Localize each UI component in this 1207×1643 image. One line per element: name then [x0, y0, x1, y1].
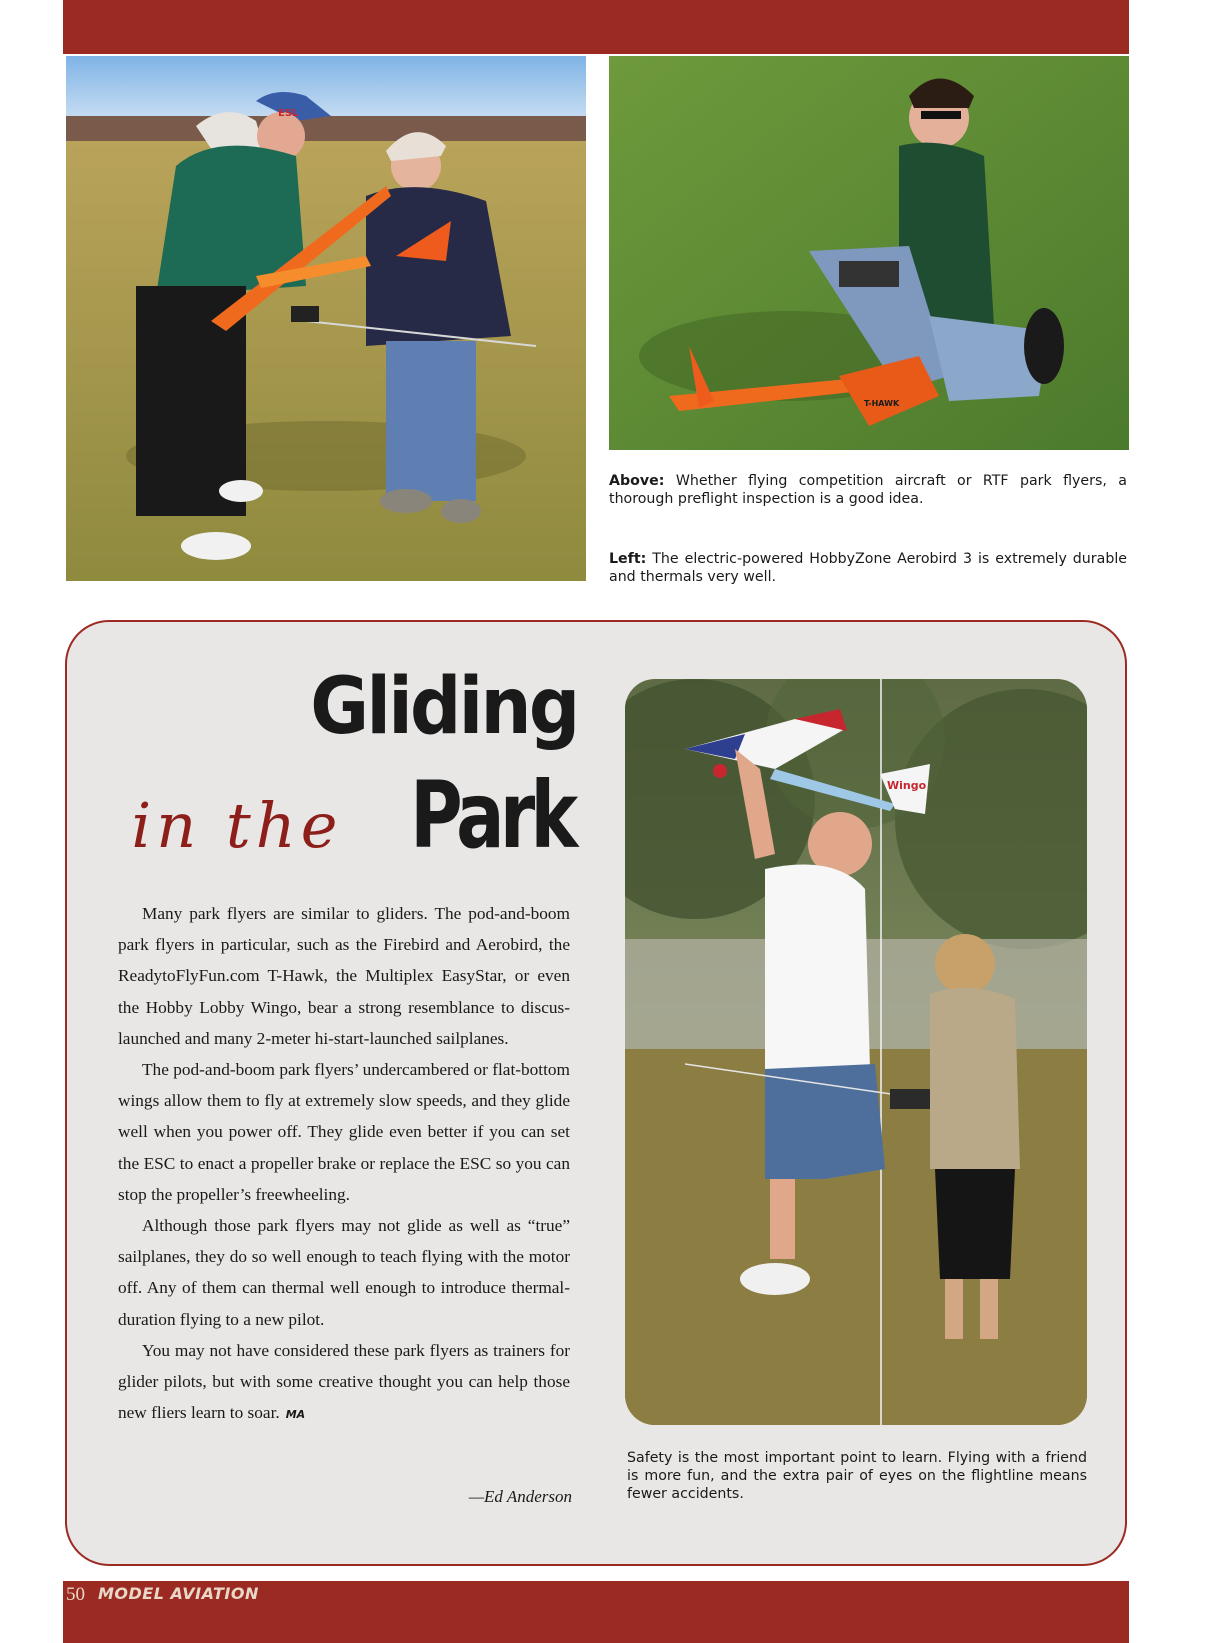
- article-paragraph-text: You may not have considered these park flyers as trainers for glider pilots, but with some creative thought you can help those new fliers learn to soar.: [118, 1340, 570, 1423]
- headline-in-the: in the: [131, 789, 343, 862]
- headline-park: Park: [410, 762, 574, 869]
- headline-gliding: Gliding: [309, 662, 577, 752]
- photo-glider-launch: [625, 679, 1087, 1425]
- plane-tail-text: T-HAWK: [864, 399, 900, 408]
- page-number: 50: [66, 1584, 85, 1605]
- article-paragraph: Many park flyers are similar to gliders. The pod-and-boom park flyers in particular, such as the Firebird and Aerobird, the ReadytoFlyFun.com T-Hawk, the Multiplex EasyStar, or even the Hobby Lobby Wingo, bear a strong resemblance to discus-launched and many 2-meter hi-start-launched sailplanes.: [118, 904, 570, 1048]
- headline-subline: [131, 762, 574, 869]
- cap-logo-text: ESL: [278, 108, 299, 119]
- caption-left-label: Left:: [609, 551, 647, 567]
- article-paragraph: The pod-and-boom park flyers’ undercambered or flat-bottom wings allow them to fly at extremely slow speeds, and they glide well when you power off. They glide even better if you can set the ESC to enact a propeller brake or replace the ESC so you can stop the propeller’s freewheeling.: [118, 1060, 570, 1204]
- photo-preflight-inspection: [66, 56, 586, 581]
- caption-left: [609, 550, 1127, 586]
- caption-above-label: Above:: [609, 473, 665, 489]
- ma-end-mark: MA: [285, 1408, 306, 1422]
- article-body: [118, 898, 570, 1430]
- caption-left-text: The electric-powered HobbyZone Aerobird 3 is extremely durable and thermals very well.: [609, 551, 1128, 585]
- article-paragraph: Although those park flyers may not glide as well as “true” sailplanes, they do so well enough to teach flying with the motor off. Any of them can thermal well enough to introduce thermal-duration flying to a new pilot.: [118, 1216, 570, 1329]
- magazine-name: MODEL AVIATION: [98, 1584, 259, 1603]
- caption-above: [609, 472, 1127, 508]
- article-paragraph-last: [118, 1335, 570, 1431]
- caption-above-text: Whether flying competition aircraft or RTF park flyers, a thorough preflight inspection is a good idea.: [609, 473, 1127, 507]
- top-bar: [63, 0, 1129, 54]
- glider-tail-text: Wingo: [887, 779, 927, 792]
- byline: —Ed Anderson: [468, 1487, 572, 1506]
- caption-safety: Safety is the most important point to learn. Flying with a friend is more fun, and the extra pair of eyes on the flightline means fewer accidents.: [627, 1450, 1087, 1502]
- photo-teen-with-thawk: [609, 56, 1129, 450]
